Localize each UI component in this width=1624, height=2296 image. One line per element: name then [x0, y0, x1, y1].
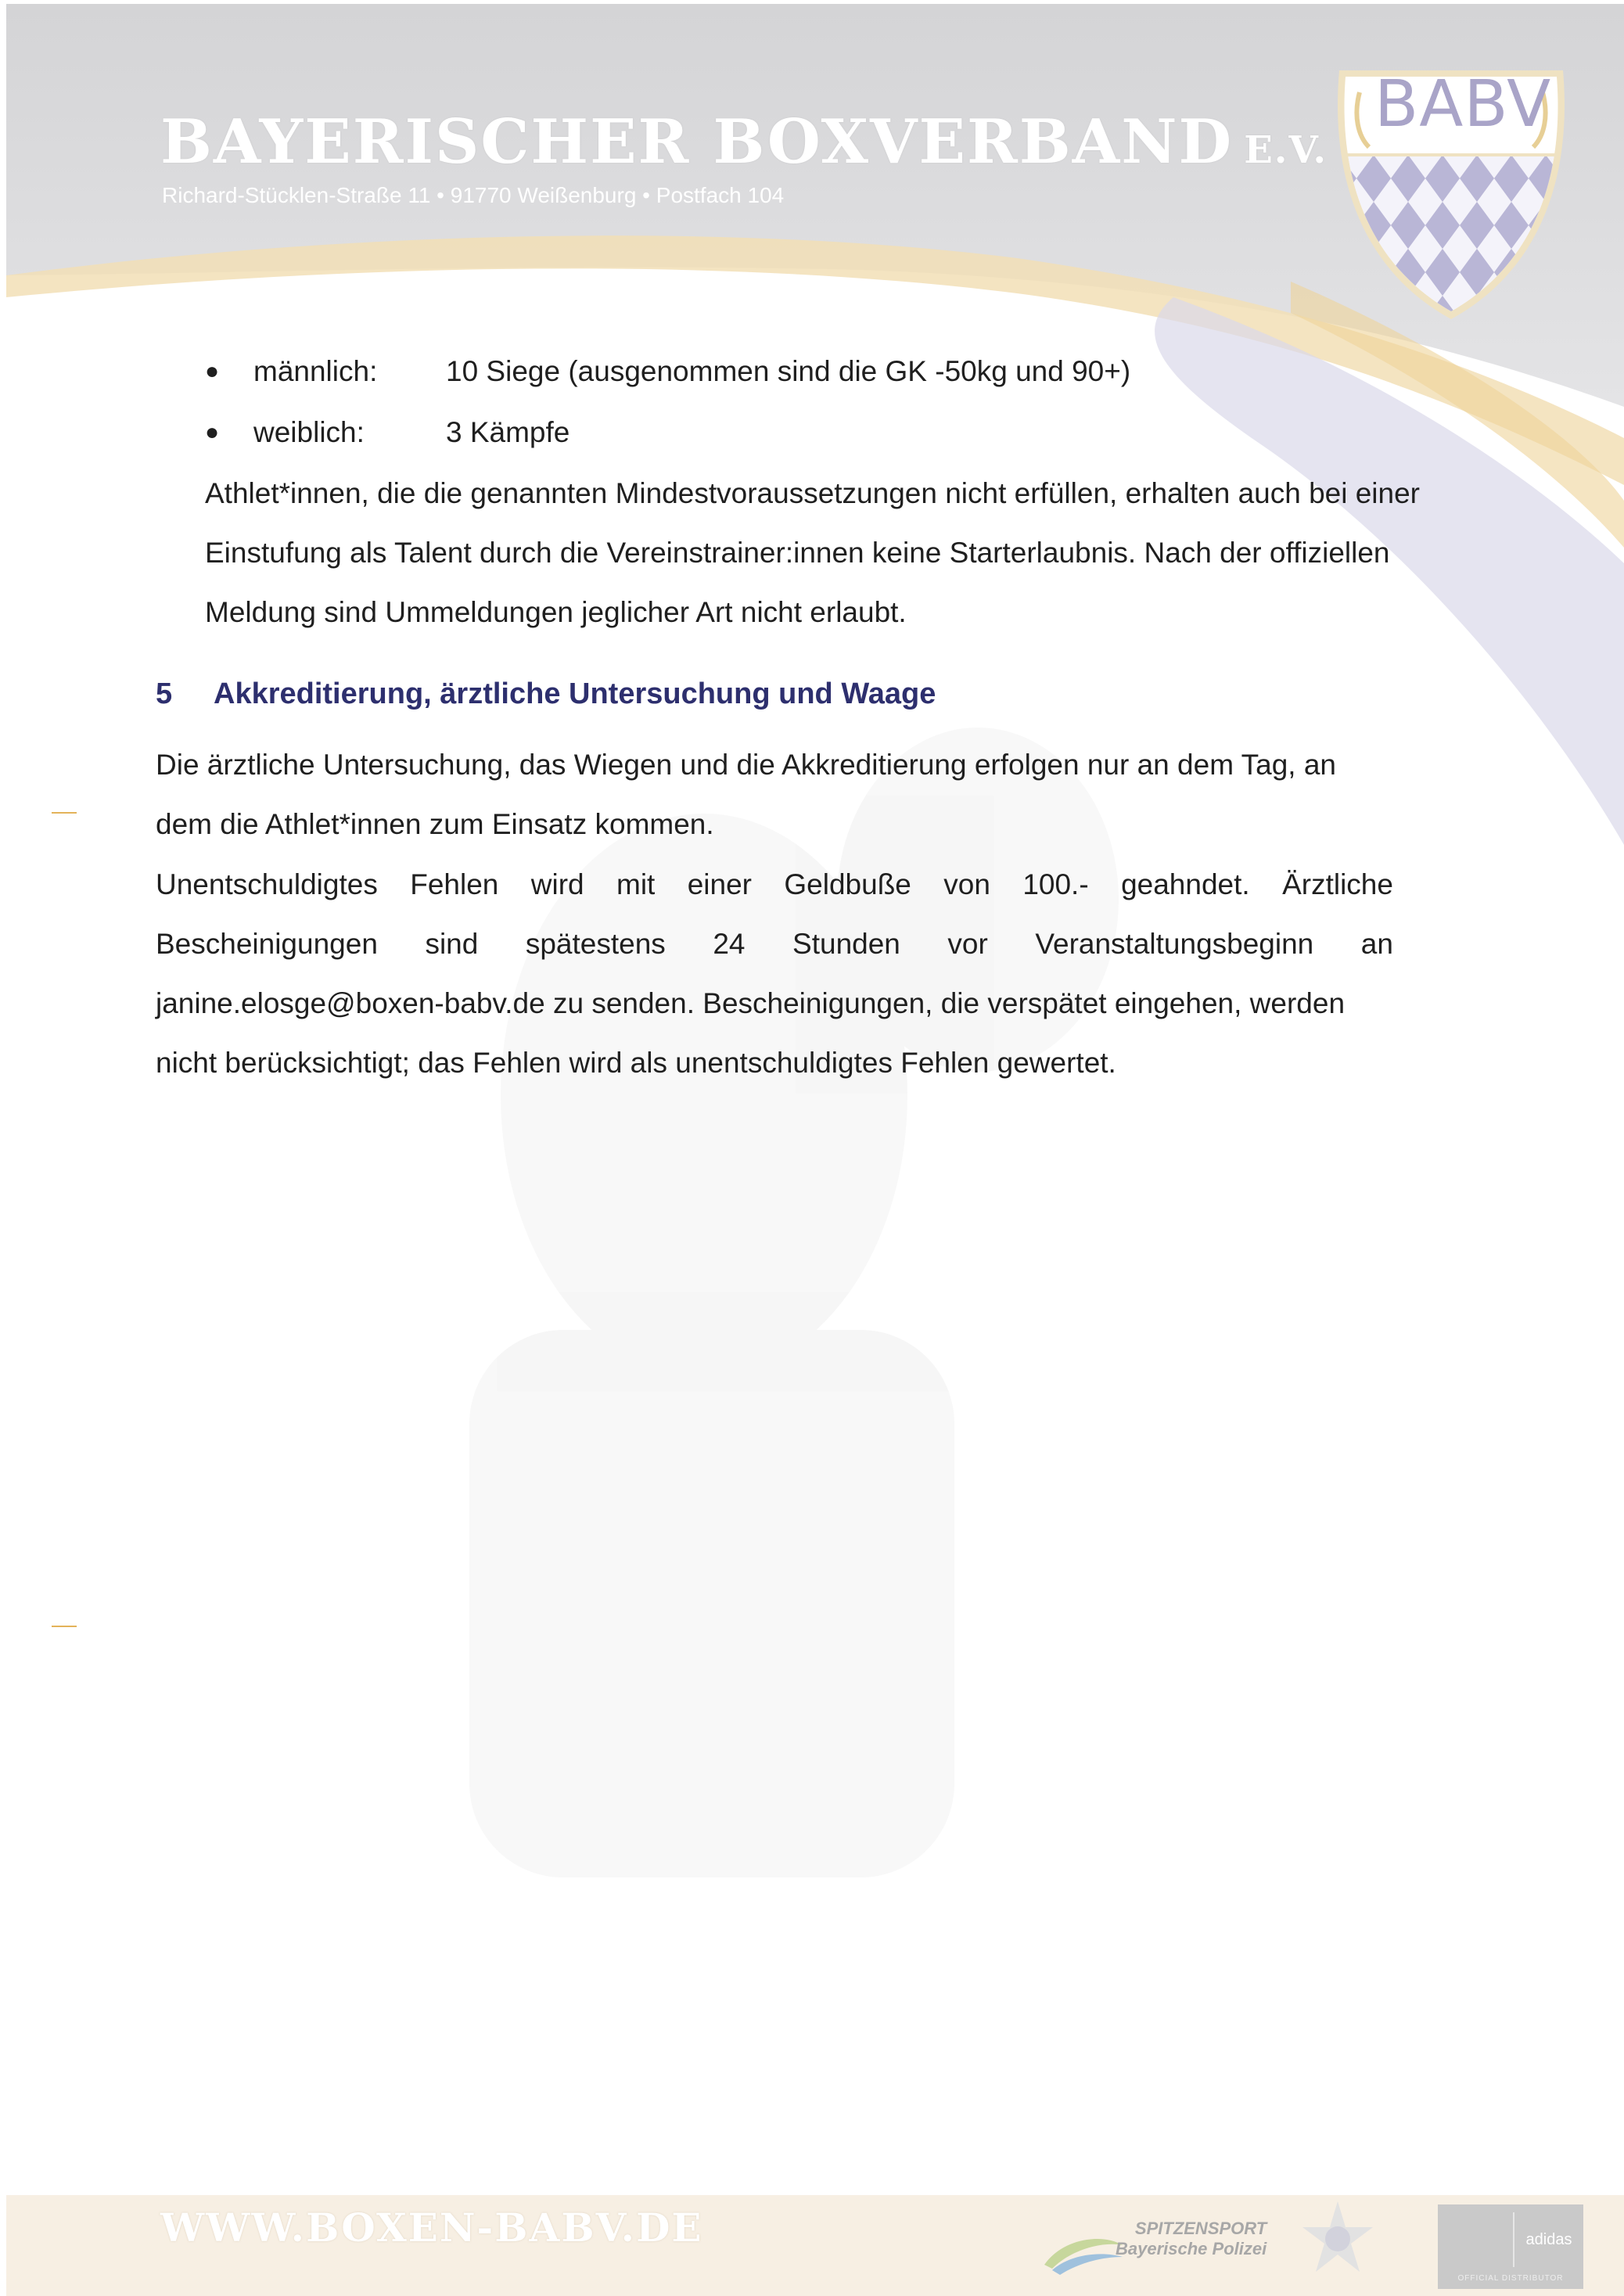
word: 100.-: [1022, 868, 1089, 900]
paragraph-line: [156, 914, 1393, 974]
paragraph-line: nicht berücksichtigt; das Fehlen wird als unentschuldigtes Fehlen gewertet.: [156, 1047, 1116, 1079]
section-title: Akkreditierung, ärztliche Untersuchung und Waage: [214, 677, 936, 710]
bullet-icon: ●: [205, 419, 220, 445]
word: wird: [530, 868, 584, 900]
word: Veranstaltungsbeginn: [1035, 928, 1314, 960]
intro-paragraph: [205, 464, 1472, 642]
paragraph-line: Athlet*innen, die die genannten Mindestvoraussetzungen nicht erfüllen, erhalten auch bei einer: [205, 477, 1421, 509]
word: spätestens: [525, 928, 666, 960]
word: 24: [713, 928, 746, 960]
word: sind: [425, 928, 479, 960]
police-sponsor-text: [1116, 2219, 1267, 2259]
word: Stunden: [792, 928, 900, 960]
word: an: [1360, 928, 1393, 960]
police-swoosh-icon: [1040, 2230, 1126, 2276]
bullet-description: 3 Kämpfe: [446, 416, 570, 448]
word: Ärztliche: [1282, 868, 1393, 900]
paragraph-medical-exam: [156, 735, 1393, 854]
paragraph-line: dem die Athlet*innen zum Einsatz kommen.: [156, 808, 714, 840]
brand-left-logo: [1441, 2212, 1510, 2267]
logo-text: BABV: [1374, 67, 1552, 142]
paragraph-line: [156, 855, 1393, 914]
paragraph-line: Die ärztliche Untersuchung, das Wiegen und die Akkreditierung erfolgen nur an dem Tag, an: [156, 749, 1336, 781]
bullet-term: weiblich:: [253, 416, 365, 448]
word: einer: [687, 868, 752, 900]
org-name: BAYERISCHER BOXVERBAND: [160, 106, 1234, 178]
org-suffix: E.V.: [1244, 128, 1328, 172]
word: Geldbuße: [784, 868, 911, 900]
word: Unentschuldigtes: [156, 868, 378, 900]
margin-mark: [52, 1626, 77, 1627]
margin-mark: [52, 812, 77, 814]
bullet-term: männlich:: [253, 355, 378, 387]
section-number: 5: [156, 677, 173, 710]
word: Fehlen: [410, 868, 499, 900]
paragraph-line: Meldung sind Ummeldungen jeglicher Art nicht erlaubt.: [205, 596, 907, 628]
word: von: [943, 868, 990, 900]
adidas-logo: adidas: [1513, 2212, 1583, 2267]
footer-website-link[interactable]: WWW.BOXEN-BABV.DE: [160, 2204, 703, 2251]
header-address: Richard-Stücklen-Straße 11 • 91770 Weißenburg • Postfach 104: [162, 183, 785, 207]
police-star-icon: [1299, 2200, 1377, 2286]
paragraph-absence-fine: [156, 855, 1393, 1093]
police-line1: SPITZENSPORT: [1134, 2219, 1267, 2238]
bullet-icon: ●: [205, 358, 220, 384]
police-line2: Bayerische Polizei: [1116, 2239, 1267, 2258]
word: geahndet.: [1121, 868, 1250, 900]
paragraph-line: Einstufung als Talent durch die Vereinstrainer:innen keine Starterlaubnis. Nach der offiziellen: [205, 537, 1390, 569]
section-heading: [156, 677, 936, 711]
word: mit: [616, 868, 656, 900]
bullet-description: 10 Siege (ausgenommen sind die GK -50kg und 90+): [446, 355, 1131, 387]
sponsor-brand-box: [1438, 2204, 1583, 2289]
header-title: [160, 106, 1328, 178]
paragraph-line: janine.elosge@boxen-babv.de zu senden. Bescheinigungen, die verspätet eingehen, werden: [156, 987, 1346, 1019]
word: vor: [947, 928, 988, 960]
word: Bescheinigungen: [156, 928, 378, 960]
brand-caption: OFFICIAL DISTRIBUTOR: [1457, 2274, 1564, 2283]
